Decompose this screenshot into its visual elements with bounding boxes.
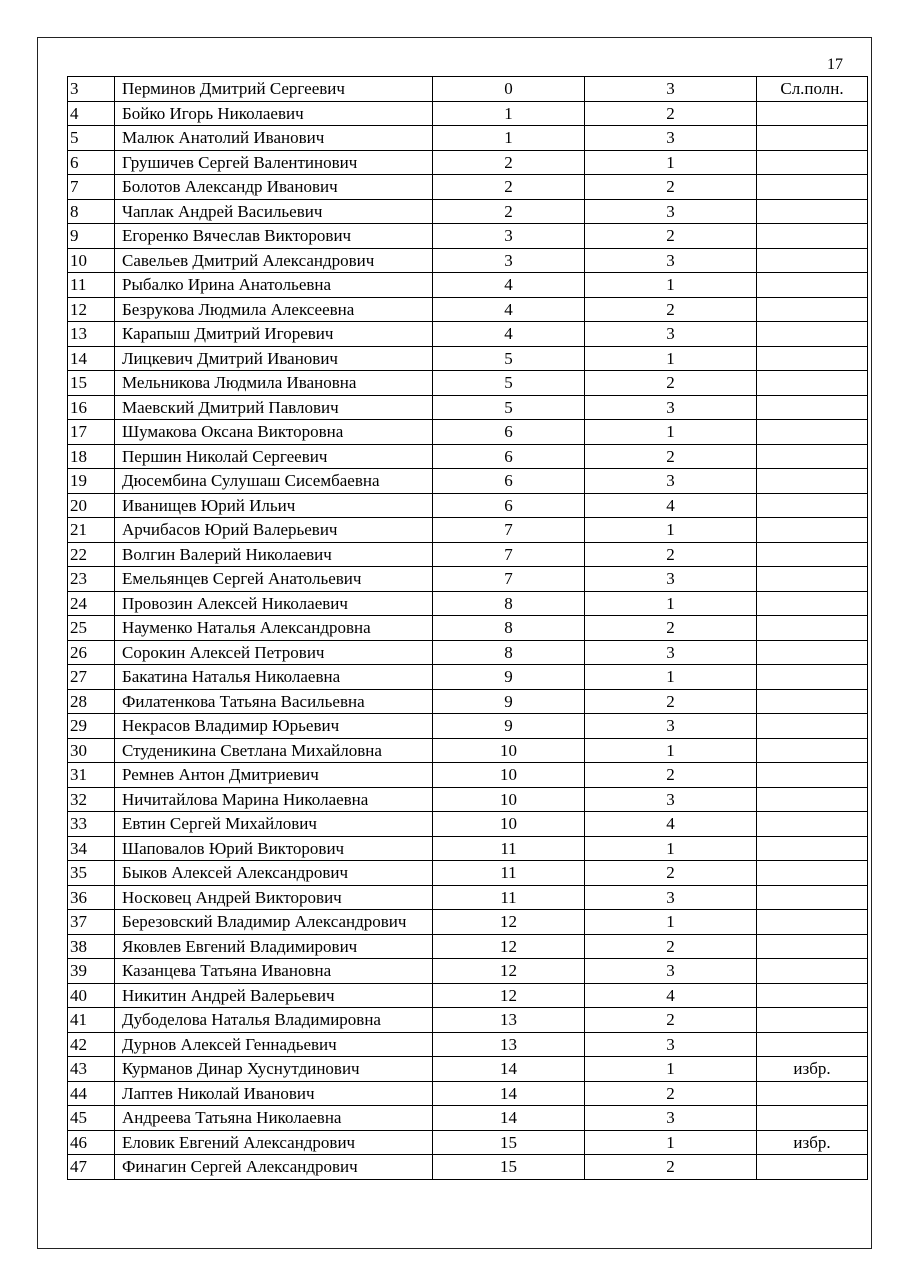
column-b-cell: 1 [585, 1057, 757, 1082]
person-name-cell: Егоренко Вячеслав Викторович [115, 224, 433, 249]
person-name-cell: Науменко Наталья Александровна [115, 616, 433, 641]
person-name-cell: Быков Алексей Александрович [115, 861, 433, 886]
table-row [68, 1130, 868, 1155]
note-cell [757, 934, 868, 959]
column-a-cell: 7 [433, 542, 585, 567]
person-name-cell: Емельянцев Сергей Анатольевич [115, 567, 433, 592]
column-a-cell: 7 [433, 518, 585, 543]
note-cell [757, 689, 868, 714]
column-b-cell: 3 [585, 1032, 757, 1057]
table-row [68, 346, 868, 371]
note-cell [757, 1081, 868, 1106]
person-name-cell: Лаптев Николай Иванович [115, 1081, 433, 1106]
column-b-cell: 3 [585, 322, 757, 347]
column-a-cell: 15 [433, 1130, 585, 1155]
column-a-cell: 14 [433, 1081, 585, 1106]
row-number-cell: 32 [68, 787, 115, 812]
row-number-cell: 20 [68, 493, 115, 518]
column-b-cell: 3 [585, 567, 757, 592]
table-row [68, 175, 868, 200]
table-row [68, 934, 868, 959]
row-number-cell: 15 [68, 371, 115, 396]
row-number-cell: 44 [68, 1081, 115, 1106]
row-number-cell: 26 [68, 640, 115, 665]
column-a-cell: 3 [433, 224, 585, 249]
row-number-cell: 47 [68, 1155, 115, 1180]
column-b-cell: 2 [585, 861, 757, 886]
table-row [68, 518, 868, 543]
table-row [68, 616, 868, 641]
row-number-cell: 29 [68, 714, 115, 739]
table-row [68, 983, 868, 1008]
column-a-cell: 4 [433, 322, 585, 347]
row-number-cell: 40 [68, 983, 115, 1008]
column-b-cell: 2 [585, 616, 757, 641]
table-row [68, 763, 868, 788]
row-number-cell: 23 [68, 567, 115, 592]
person-name-cell: Провозин Алексей Николаевич [115, 591, 433, 616]
note-cell [757, 640, 868, 665]
person-name-cell: Курманов Динар Хуснутдинович [115, 1057, 433, 1082]
person-name-cell: Шумакова Оксана Викторовна [115, 420, 433, 445]
column-b-cell: 1 [585, 346, 757, 371]
person-name-cell: Бойко Игорь Николаевич [115, 101, 433, 126]
roster-table [67, 76, 868, 1180]
row-number-cell: 28 [68, 689, 115, 714]
row-number-cell: 46 [68, 1130, 115, 1155]
row-number-cell: 3 [68, 77, 115, 102]
person-name-cell: Першин Николай Сергеевич [115, 444, 433, 469]
column-b-cell: 2 [585, 934, 757, 959]
note-cell: избр. [757, 1057, 868, 1082]
note-cell [757, 885, 868, 910]
table-row [68, 199, 868, 224]
row-number-cell: 24 [68, 591, 115, 616]
column-a-cell: 3 [433, 248, 585, 273]
column-a-cell: 5 [433, 395, 585, 420]
note-cell [757, 150, 868, 175]
note-cell [757, 322, 868, 347]
note-cell [757, 199, 868, 224]
row-number-cell: 39 [68, 959, 115, 984]
column-b-cell: 3 [585, 787, 757, 812]
row-number-cell: 5 [68, 126, 115, 151]
note-cell [757, 469, 868, 494]
person-name-cell: Сорокин Алексей Петрович [115, 640, 433, 665]
row-number-cell: 4 [68, 101, 115, 126]
column-b-cell: 2 [585, 689, 757, 714]
column-b-cell: 3 [585, 248, 757, 273]
column-b-cell: 1 [585, 1130, 757, 1155]
column-a-cell: 1 [433, 126, 585, 151]
person-name-cell: Березовский Владимир Александрович [115, 910, 433, 935]
column-a-cell: 7 [433, 567, 585, 592]
person-name-cell: Яковлев Евгений Владимирович [115, 934, 433, 959]
person-name-cell: Грушичев Сергей Валентинович [115, 150, 433, 175]
table-row [68, 885, 868, 910]
column-b-cell: 3 [585, 714, 757, 739]
person-name-cell: Карапыш Дмитрий Игоревич [115, 322, 433, 347]
table-row [68, 689, 868, 714]
note-cell [757, 591, 868, 616]
table-row [68, 273, 868, 298]
note-cell [757, 346, 868, 371]
column-a-cell: 9 [433, 714, 585, 739]
column-a-cell: 10 [433, 787, 585, 812]
row-number-cell: 25 [68, 616, 115, 641]
table-row [68, 150, 868, 175]
column-b-cell: 4 [585, 983, 757, 1008]
column-b-cell: 4 [585, 812, 757, 837]
column-a-cell: 12 [433, 983, 585, 1008]
table-row [68, 910, 868, 935]
column-a-cell: 13 [433, 1008, 585, 1033]
column-b-cell: 1 [585, 518, 757, 543]
page-number: 17 [827, 56, 843, 73]
row-number-cell: 34 [68, 836, 115, 861]
note-cell [757, 787, 868, 812]
table-row [68, 640, 868, 665]
person-name-cell: Малюк Анатолий Иванович [115, 126, 433, 151]
note-cell [757, 616, 868, 641]
note-cell [757, 518, 868, 543]
document-page [37, 37, 872, 1249]
column-a-cell: 9 [433, 689, 585, 714]
note-cell: избр. [757, 1130, 868, 1155]
row-number-cell: 7 [68, 175, 115, 200]
column-a-cell: 11 [433, 861, 585, 886]
table-row [68, 567, 868, 592]
note-cell [757, 444, 868, 469]
note-cell [757, 861, 868, 886]
column-a-cell: 8 [433, 640, 585, 665]
note-cell [757, 395, 868, 420]
table-row [68, 224, 868, 249]
row-number-cell: 6 [68, 150, 115, 175]
column-a-cell: 14 [433, 1057, 585, 1082]
row-number-cell: 8 [68, 199, 115, 224]
note-cell [757, 126, 868, 151]
column-b-cell: 1 [585, 591, 757, 616]
note-cell [757, 248, 868, 273]
row-number-cell: 42 [68, 1032, 115, 1057]
column-a-cell: 11 [433, 836, 585, 861]
person-name-cell: Евтин Сергей Михайлович [115, 812, 433, 837]
row-number-cell: 19 [68, 469, 115, 494]
table-row [68, 591, 868, 616]
column-b-cell: 3 [585, 126, 757, 151]
note-cell [757, 714, 868, 739]
column-b-cell: 2 [585, 444, 757, 469]
column-b-cell: 2 [585, 371, 757, 396]
person-name-cell: Никитин Андрей Валерьевич [115, 983, 433, 1008]
column-b-cell: 3 [585, 640, 757, 665]
table-row [68, 738, 868, 763]
person-name-cell: Болотов Александр Иванович [115, 175, 433, 200]
table-row [68, 812, 868, 837]
person-name-cell: Дурнов Алексей Геннадьевич [115, 1032, 433, 1057]
table-row [68, 101, 868, 126]
table-row [68, 126, 868, 151]
column-b-cell: 2 [585, 542, 757, 567]
table-row [68, 371, 868, 396]
person-name-cell: Савельев Дмитрий Александрович [115, 248, 433, 273]
column-a-cell: 12 [433, 934, 585, 959]
column-b-cell: 1 [585, 273, 757, 298]
column-a-cell: 11 [433, 885, 585, 910]
column-a-cell: 2 [433, 150, 585, 175]
table-row [68, 77, 868, 102]
note-cell [757, 983, 868, 1008]
column-b-cell: 3 [585, 959, 757, 984]
column-b-cell: 2 [585, 224, 757, 249]
row-number-cell: 11 [68, 273, 115, 298]
note-cell [757, 420, 868, 445]
person-name-cell: Студеникина Светлана Михайловна [115, 738, 433, 763]
row-number-cell: 16 [68, 395, 115, 420]
column-a-cell: 9 [433, 665, 585, 690]
column-a-cell: 6 [433, 420, 585, 445]
row-number-cell: 41 [68, 1008, 115, 1033]
column-a-cell: 0 [433, 77, 585, 102]
column-b-cell: 3 [585, 77, 757, 102]
row-number-cell: 12 [68, 297, 115, 322]
column-b-cell: 2 [585, 1081, 757, 1106]
column-b-cell: 1 [585, 420, 757, 445]
person-name-cell: Ремнев Антон Дмитриевич [115, 763, 433, 788]
note-cell [757, 910, 868, 935]
column-b-cell: 1 [585, 836, 757, 861]
person-name-cell: Безрукова Людмила Алексеевна [115, 297, 433, 322]
person-name-cell: Ничитайлова Марина Николаевна [115, 787, 433, 812]
note-cell [757, 812, 868, 837]
person-name-cell: Перминов Дмитрий Сергеевич [115, 77, 433, 102]
person-name-cell: Лицкевич Дмитрий Иванович [115, 346, 433, 371]
table-row [68, 1106, 868, 1131]
row-number-cell: 38 [68, 934, 115, 959]
table-row [68, 861, 868, 886]
person-name-cell: Дубоделова Наталья Владимировна [115, 1008, 433, 1033]
row-number-cell: 17 [68, 420, 115, 445]
table-row [68, 395, 868, 420]
table-row [68, 1032, 868, 1057]
table-row [68, 469, 868, 494]
column-b-cell: 3 [585, 469, 757, 494]
person-name-cell: Бакатина Наталья Николаевна [115, 665, 433, 690]
column-a-cell: 12 [433, 910, 585, 935]
column-b-cell: 4 [585, 493, 757, 518]
column-b-cell: 1 [585, 738, 757, 763]
column-a-cell: 14 [433, 1106, 585, 1131]
row-number-cell: 13 [68, 322, 115, 347]
column-b-cell: 2 [585, 1155, 757, 1180]
person-name-cell: Рыбалко Ирина Анатольевна [115, 273, 433, 298]
column-a-cell: 6 [433, 469, 585, 494]
column-a-cell: 4 [433, 297, 585, 322]
column-a-cell: 12 [433, 959, 585, 984]
table-row [68, 836, 868, 861]
table-row [68, 297, 868, 322]
person-name-cell: Арчибасов Юрий Валерьевич [115, 518, 433, 543]
table-row [68, 444, 868, 469]
note-cell [757, 1008, 868, 1033]
column-a-cell: 10 [433, 738, 585, 763]
table-row [68, 1057, 868, 1082]
column-b-cell: 3 [585, 199, 757, 224]
person-name-cell: Еловик Евгений Александрович [115, 1130, 433, 1155]
note-cell [757, 493, 868, 518]
column-a-cell: 2 [433, 199, 585, 224]
row-number-cell: 14 [68, 346, 115, 371]
note-cell [757, 665, 868, 690]
column-b-cell: 2 [585, 297, 757, 322]
table-row [68, 420, 868, 445]
note-cell [757, 1032, 868, 1057]
person-name-cell: Дюсембина Сулушаш Сисембаевна [115, 469, 433, 494]
person-name-cell: Казанцева Татьяна Ивановна [115, 959, 433, 984]
column-b-cell: 2 [585, 1008, 757, 1033]
person-name-cell: Волгин Валерий Николаевич [115, 542, 433, 567]
person-name-cell: Маевский Дмитрий Павлович [115, 395, 433, 420]
row-number-cell: 30 [68, 738, 115, 763]
row-number-cell: 27 [68, 665, 115, 690]
column-a-cell: 8 [433, 591, 585, 616]
row-number-cell: 35 [68, 861, 115, 886]
column-b-cell: 3 [585, 1106, 757, 1131]
column-b-cell: 1 [585, 665, 757, 690]
column-a-cell: 13 [433, 1032, 585, 1057]
note-cell [757, 738, 868, 763]
person-name-cell: Финагин Сергей Александрович [115, 1155, 433, 1180]
person-name-cell: Чаплак Андрей Васильевич [115, 199, 433, 224]
table-row [68, 248, 868, 273]
table-row [68, 493, 868, 518]
roster-table-body [68, 77, 868, 1180]
column-a-cell: 6 [433, 493, 585, 518]
column-b-cell: 2 [585, 175, 757, 200]
column-a-cell: 6 [433, 444, 585, 469]
column-b-cell: 2 [585, 101, 757, 126]
person-name-cell: Шаповалов Юрий Викторович [115, 836, 433, 861]
row-number-cell: 22 [68, 542, 115, 567]
person-name-cell: Мельникова Людмила Ивановна [115, 371, 433, 396]
row-number-cell: 10 [68, 248, 115, 273]
table-row [68, 1008, 868, 1033]
column-a-cell: 5 [433, 346, 585, 371]
note-cell [757, 175, 868, 200]
note-cell [757, 567, 868, 592]
note-cell [757, 1155, 868, 1180]
table-row [68, 1081, 868, 1106]
table-row [68, 322, 868, 347]
note-cell [757, 836, 868, 861]
column-a-cell: 10 [433, 812, 585, 837]
column-b-cell: 3 [585, 885, 757, 910]
column-a-cell: 10 [433, 763, 585, 788]
note-cell [757, 224, 868, 249]
column-a-cell: 2 [433, 175, 585, 200]
table-row [68, 542, 868, 567]
person-name-cell: Иванищев Юрий Ильич [115, 493, 433, 518]
column-b-cell: 3 [585, 395, 757, 420]
row-number-cell: 45 [68, 1106, 115, 1131]
note-cell [757, 297, 868, 322]
column-b-cell: 2 [585, 763, 757, 788]
note-cell [757, 101, 868, 126]
table-row [68, 714, 868, 739]
row-number-cell: 18 [68, 444, 115, 469]
row-number-cell: 9 [68, 224, 115, 249]
note-cell [757, 542, 868, 567]
person-name-cell: Филатенкова Татьяна Васильевна [115, 689, 433, 714]
column-a-cell: 1 [433, 101, 585, 126]
row-number-cell: 31 [68, 763, 115, 788]
note-cell [757, 1106, 868, 1131]
row-number-cell: 21 [68, 518, 115, 543]
note-cell [757, 763, 868, 788]
column-a-cell: 5 [433, 371, 585, 396]
note-cell [757, 959, 868, 984]
column-a-cell: 4 [433, 273, 585, 298]
table-row [68, 1155, 868, 1180]
column-a-cell: 8 [433, 616, 585, 641]
table-row [68, 665, 868, 690]
column-b-cell: 1 [585, 910, 757, 935]
column-b-cell: 1 [585, 150, 757, 175]
row-number-cell: 37 [68, 910, 115, 935]
table-row [68, 959, 868, 984]
column-a-cell: 15 [433, 1155, 585, 1180]
person-name-cell: Носковец Андрей Викторович [115, 885, 433, 910]
note-cell [757, 371, 868, 396]
person-name-cell: Андреева Татьяна Николаевна [115, 1106, 433, 1131]
row-number-cell: 33 [68, 812, 115, 837]
table-row [68, 787, 868, 812]
note-cell: Сл.полн. [757, 77, 868, 102]
person-name-cell: Некрасов Владимир Юрьевич [115, 714, 433, 739]
row-number-cell: 43 [68, 1057, 115, 1082]
note-cell [757, 273, 868, 298]
row-number-cell: 36 [68, 885, 115, 910]
